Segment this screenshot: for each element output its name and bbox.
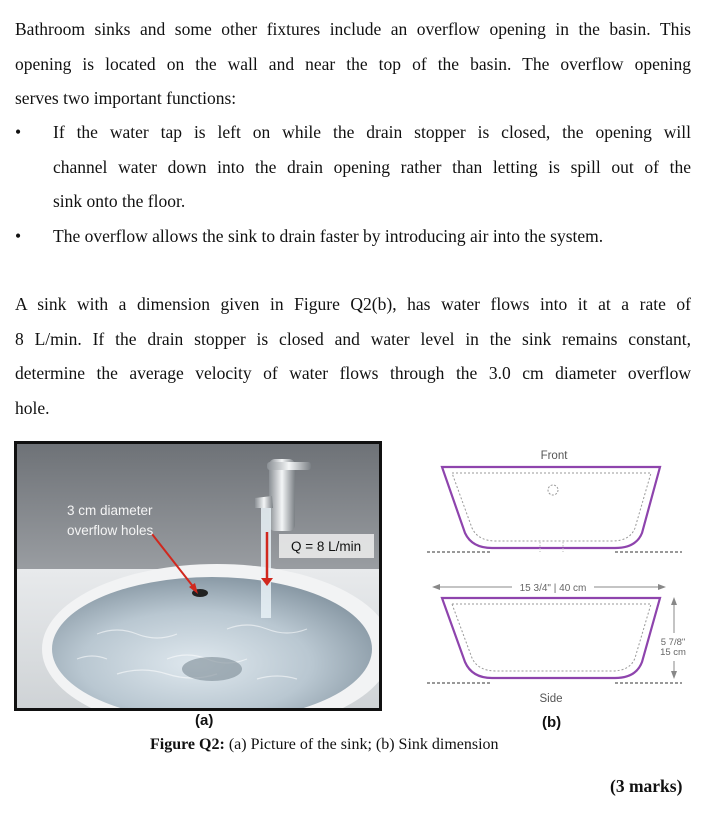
- flow-label: Q = 8 L/min: [291, 539, 362, 554]
- bullet-line: If the water tap is left on while the drain stopper is closed, the opening will: [53, 122, 691, 142]
- bullet-line: sink onto the floor.: [53, 191, 186, 211]
- bullet-line: channel water down into the drain opening rather than letting is spill out of the: [53, 156, 691, 177]
- height-label-line1: 5 7/8": [660, 637, 686, 648]
- overflow-label-line2: overflow holes: [67, 523, 154, 538]
- width-arrow-left: [432, 584, 440, 590]
- front-label: Front: [540, 450, 568, 462]
- sink-photo: [14, 441, 382, 711]
- figure-caption-title: Figure Q2:: [150, 736, 225, 753]
- sink-dimension-diagram: [420, 440, 690, 710]
- drain: [182, 657, 242, 681]
- front-inner: [452, 473, 651, 541]
- intro-line: opening is located on the wall and near the top of the basin. The overflow opening: [15, 53, 691, 74]
- label-b: (b): [542, 714, 562, 731]
- intro-line: serves two important functions:: [15, 88, 237, 108]
- side-outline: [442, 598, 660, 678]
- width-arrow-right: [658, 584, 666, 590]
- label-a: (a): [195, 712, 214, 729]
- faucet-spout: [255, 496, 273, 508]
- height-arrow-down: [671, 671, 677, 679]
- question-paragraph: [15, 287, 691, 425]
- bullet-symbol: •: [15, 226, 22, 246]
- overflow-label-line1: 3 cm diameter: [67, 503, 153, 518]
- figure-caption: [150, 736, 499, 754]
- sink-illustration: [17, 444, 379, 708]
- intro-line: Bathroom sinks and some other fixtures include an overflow opening in the basin. This: [15, 19, 691, 39]
- height-arrow-up: [671, 597, 677, 605]
- figure-caption-text: (a) Picture of the sink; (b) Sink dimension: [224, 736, 499, 753]
- question-line: A sink with a dimension given in Figure Q2(b), has water flows into it at a rate of: [15, 294, 691, 314]
- question-line: hole.: [15, 397, 50, 418]
- width-label: 15 3/4" | 40 cm: [519, 583, 587, 594]
- question-line: 8 L/min. If the drain stopper is closed and water level in the sink remains constant,: [15, 328, 691, 349]
- side-label: Side: [539, 693, 563, 705]
- front-outline: [442, 467, 660, 548]
- overflow-hole-icon: [548, 485, 558, 495]
- faucet-handle: [267, 462, 311, 470]
- height-label-line2: 15 cm: [660, 647, 686, 658]
- question-line: determine the average velocity of water flows through the 3.0 cm diameter overflow: [15, 363, 691, 383]
- side-inner: [452, 604, 651, 671]
- intro-paragraph: [15, 12, 691, 116]
- bullet-line: The overflow allows the sink to drain faster by introducing air into the system.: [53, 226, 604, 246]
- bullet-symbol: •: [15, 122, 22, 142]
- marks-label: (3 marks): [610, 776, 683, 796]
